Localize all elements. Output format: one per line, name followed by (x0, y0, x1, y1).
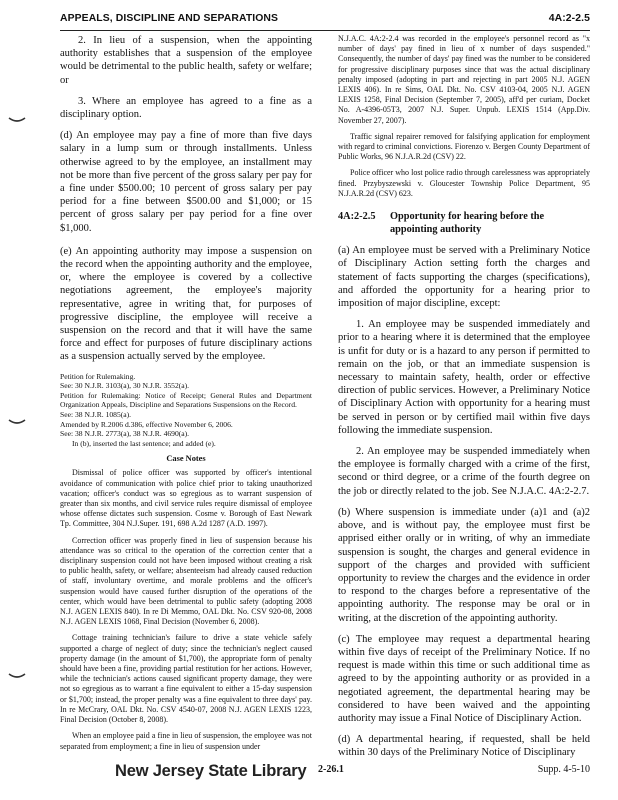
case-note: When an employee paid a fine in lieu of suspension, the employee was not separated from employment; a fine in lieu of suspension under (60, 731, 312, 751)
paragraph-d: (d) An employee may pay a fine of more than five days salary in a lump sum or through installments. Unless otherwise agreed to by the employee, an installment may not be more than five percent of the gross salary per pay for a fine under $500.00; 10 percent of gross salary per pay period for a fine between $500.00 and $1,000; or 15 percent of gross salary per pay period for a fine over $1,000. (60, 130, 312, 234)
running-header (60, 10, 590, 31)
header-chapter-title: APPEALS, DISCIPLINE AND SEPARATIONS (60, 13, 279, 24)
paragraph-c3: 3. Where an employee has agreed to a fine as a disciplinary option. (60, 95, 312, 121)
case-notes-heading: Case Notes (166, 454, 206, 464)
right-column (338, 34, 590, 760)
case-note: Police officer who lost police radio through carelessness was appropriately fined. Przybyszewski v. Gloucester Township Police Department, 95 N.J.A.R.2d (CSV) 623. (338, 168, 590, 198)
margin-mark-icon (8, 116, 26, 124)
paragraph-c2: 2. In lieu of a suspension, when the appointing authority establishes that a suspension of the employee would be detrimental to the public health, safety or welfare; or (60, 35, 312, 86)
paragraph-e: (e) An appointing authority may impose a suspension on the record when the appointing authority and the employee, or, where the employee is covered by a collective negotiations agreement, the employee's majority representative, agree in writing that, for purposes of progressive discipline, the employee will receive a suspension on the record and that it will have the same force and effect for purposes of future disciplinary actions as a suspension actually served by the employee. (60, 245, 312, 363)
header-section-number: 4A:2-2.5 (548, 13, 590, 24)
history-line: Petition for Rulemaking: Notice of Receipt; General Rules and Department Organization Appeals, Discipline and Separations Suspensions on the Record. (60, 390, 312, 410)
page-footer (60, 756, 590, 786)
history-line: See: 30 N.J.R. 3103(a), 30 N.J.R. 3552(a). (60, 381, 190, 391)
margin-mark-icon (8, 672, 26, 680)
paragraph-d-right: (d) A departmental hearing, if requested, shall be held within 30 days of the Preliminary Notice of Disciplinary (338, 734, 590, 759)
paragraph-b: (b) Where suspension is immediate under (a)1 and (a)2 above, and is without pay, the employee must first be apprised either orally or in writing, of why an immediate suspension is sought, the charges and general evidence in support of the charges and provided with sufficient opportunity to review the charges and the evidence in order to respond to the charges before a representative of the appointing authority. The response may be oral or in writing, at the discretion of the appointing authority. (338, 506, 590, 624)
case-note: Dismissal of police officer was supported by officer's intentional avoidance of communication with police chief prior to taking unauthorized vacation; officer's conduct was so egregious as to warrant suspension of greater than six months, and civil service rules require dismissal of employee whose offense dictates such suspension. Cosme v. Borough of East Newark Tp. Committee, 304 N.J.Super. 191, 698 A.2d 1287 (A.D. 1997). (60, 468, 312, 529)
paragraph-a2: 2. An employee may be suspended immediately when the employee is formally charged with a crime of the first, second or third degree, or a crime of the fourth degree on the job or directly related to the job. See N.J.A.C. 4A:2-2.7. (338, 446, 590, 497)
history-line: Petition for Rulemaking. (60, 371, 136, 381)
margin-mark-icon (8, 418, 26, 426)
page-number: 2-26.1 (318, 764, 344, 775)
paragraph-c: (c) The employee may request a departmental hearing within five days of receipt of the Preliminary Notice. If no request is made within this time or such additional time as agreed to by the appointing authority or as provided in a negotiated agreement, the departmental hearing may be considered to have been waived and the appointing authority may issue a Final Notice of Disciplinary Action. (338, 633, 590, 724)
paragraph-a: (a) An employee must be served with a Preliminary Notice of Disciplinary Action setting forth the charges and statement of facts supporting the charges (specifications), and afforded the opportunity for a hearing prior to imposition of major discipline, except: (338, 245, 590, 310)
supplement-date: Supp. 4-5-10 (537, 764, 590, 775)
section-title: Opportunity for hearing before the appointing authority (390, 211, 545, 235)
case-note: Cottage training technician's failure to drive a state vehicle safely supported a charge of neglect of duty; since the technician's neglect caused property damage (in the amount of $1,700), the appropriate form of penalty should have been a fine, providing partial restitution for her actions. However, while the technician's actions caused significant property damage, they were not so egregious as to warrant a fine equivalent to either a 15-day suspension or $1,700; instead, the proper penalty was a fine equivalent to three days' pay. In re McCrary, OAL Dkt. No. CSV 4540-07, 2008 N.J. AGEN LEXIS 1223, Final Decision (October 8, 2008). (60, 633, 312, 725)
case-note-continued: N.J.A.C. 4A:2-2.4 was recorded in the employee's personnel record as "x number of days' pay fined in lieu of x number of days suspended." Consequently, the number of days' pay fined was the number to be considered for progressive disciplinary purposes since that was the actual disciplinary penalty imposed (adopting in part and rejecting in part 2005 N.J. AGEN LEXIS 406). In re Sims, OAL Dkt. No. CSV 4103-04, 2005 N.J. AGEN LEXIS 1258, Final Decision (September 7, 2005), aff'd per curiam, Docket No. A-4396-05T3, 2007 N.J. Super. Unpub. LEXIS 1514 (App.Div. November 27, 2007). (338, 34, 590, 125)
case-note: Traffic signal repairer removed for falsifying application for employment with regard to criminal convictions. Fiorenzo v. Bergen County Department of Public Works, 96 N.J.A.R.2d (CSV) 22. (338, 131, 590, 162)
history-line: See: 38 N.J.R. 2773(a), 38 N.J.R. 4690(a). (60, 429, 190, 439)
library-stamp: New Jersey State Library (115, 762, 307, 780)
history-notes (60, 372, 312, 449)
section-number: 4A:2-2.5 (338, 211, 376, 223)
paragraph-a1: 1. An employee may be suspended immediately and prior to a hearing where it is determined that the employee is unfit for duty or is a hazard to any person if permitted to remain on the job, or that an immediate suspension is necessary to maintain safety, health, order or effective direction of public services. However, a Preliminary Notice of Disciplinary Action with opportunity for a hearing must be served in person or by certified mail within five days following the immediate suspension. (338, 319, 590, 436)
section-heading (338, 211, 590, 236)
left-column (60, 34, 312, 752)
history-line: In (b), inserted the last sentence; and added (e). (72, 438, 216, 448)
case-note: Correction officer was properly fined in lieu of suspension because his attendance was so critical to the operation of the correction center that a disciplinary suspension could not have been imposed without creating a risk to public health, safety, or welfare; absenteeism had already caused reduction of staff, involuntary overtime, and morale problems and the officer's suspension would have caused further disruption of the operations of the center, which would have been detrimental to public safety (adopting 2008 N.J. AGEN LEXIS 840). In re Di Memmo, OAL Dkt. No. CSV 920-08, 2008 N.J. AGEN LEXIS 1068, Final Decision (November 6, 2008). (60, 535, 312, 627)
history-line: Amended by R.2006 d.386, effective November 6, 2006. (60, 419, 233, 429)
history-line: See: 38 N.J.R. 1085(a). (60, 410, 132, 420)
